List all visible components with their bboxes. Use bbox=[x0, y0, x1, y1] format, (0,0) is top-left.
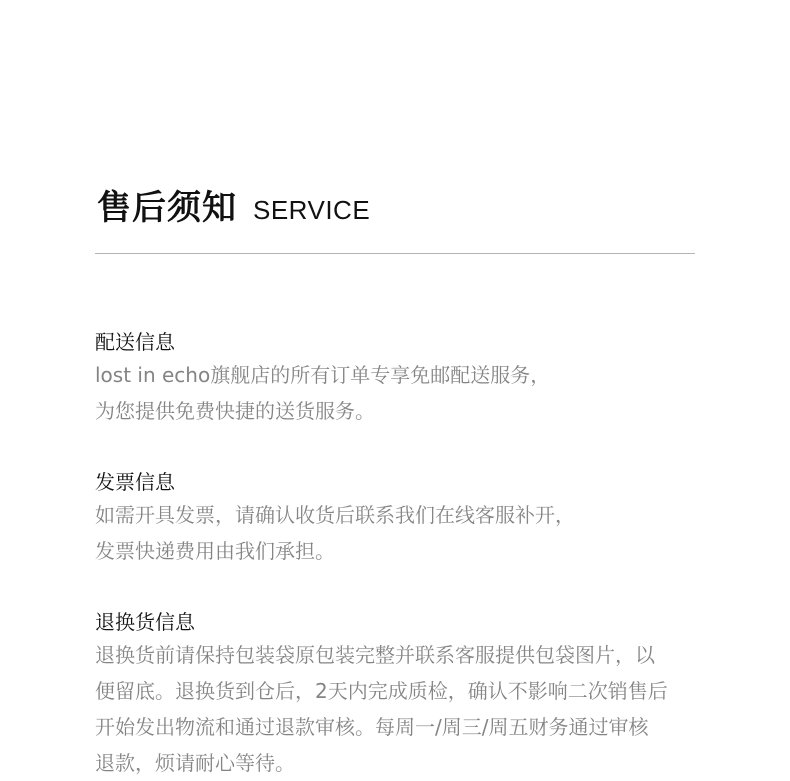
header-divider bbox=[95, 253, 695, 254]
return-exchange-info-section bbox=[95, 607, 735, 781]
section-heading: 退换货信息 bbox=[95, 610, 195, 634]
section-text-line: 退款，烦请耐心等待。 bbox=[95, 751, 295, 775]
section-text-line: 开始发出物流和通过退款审核。每周一/周三/周五财务通过审核 bbox=[95, 715, 649, 739]
page-header bbox=[97, 180, 370, 229]
invoice-info-section bbox=[95, 467, 735, 569]
section-text-line: 退换货前请保持包装袋原包装完整并联系客服提供包袋图片，以 bbox=[95, 643, 655, 667]
section-text-line: 为您提供免费快捷的送货服务。 bbox=[95, 399, 375, 423]
section-heading: 发票信息 bbox=[95, 470, 175, 494]
delivery-info-section bbox=[95, 327, 735, 429]
section-text-line: 发票快递费用由我们承担。 bbox=[95, 539, 335, 563]
section-text-line: 如需开具发票，请确认收货后联系我们在线客服补开， bbox=[95, 503, 575, 527]
section-heading: 配送信息 bbox=[95, 330, 175, 354]
section-text-line: 便留底。退换货到仓后，2天内完成质检，确认不影响二次销售后 bbox=[95, 679, 668, 703]
section-text-line: lost in echo旗舰店的所有订单专享免邮配送服务， bbox=[95, 363, 551, 387]
page-subtitle: SERVICE bbox=[253, 195, 371, 225]
page-title: 售后须知 bbox=[97, 188, 237, 228]
